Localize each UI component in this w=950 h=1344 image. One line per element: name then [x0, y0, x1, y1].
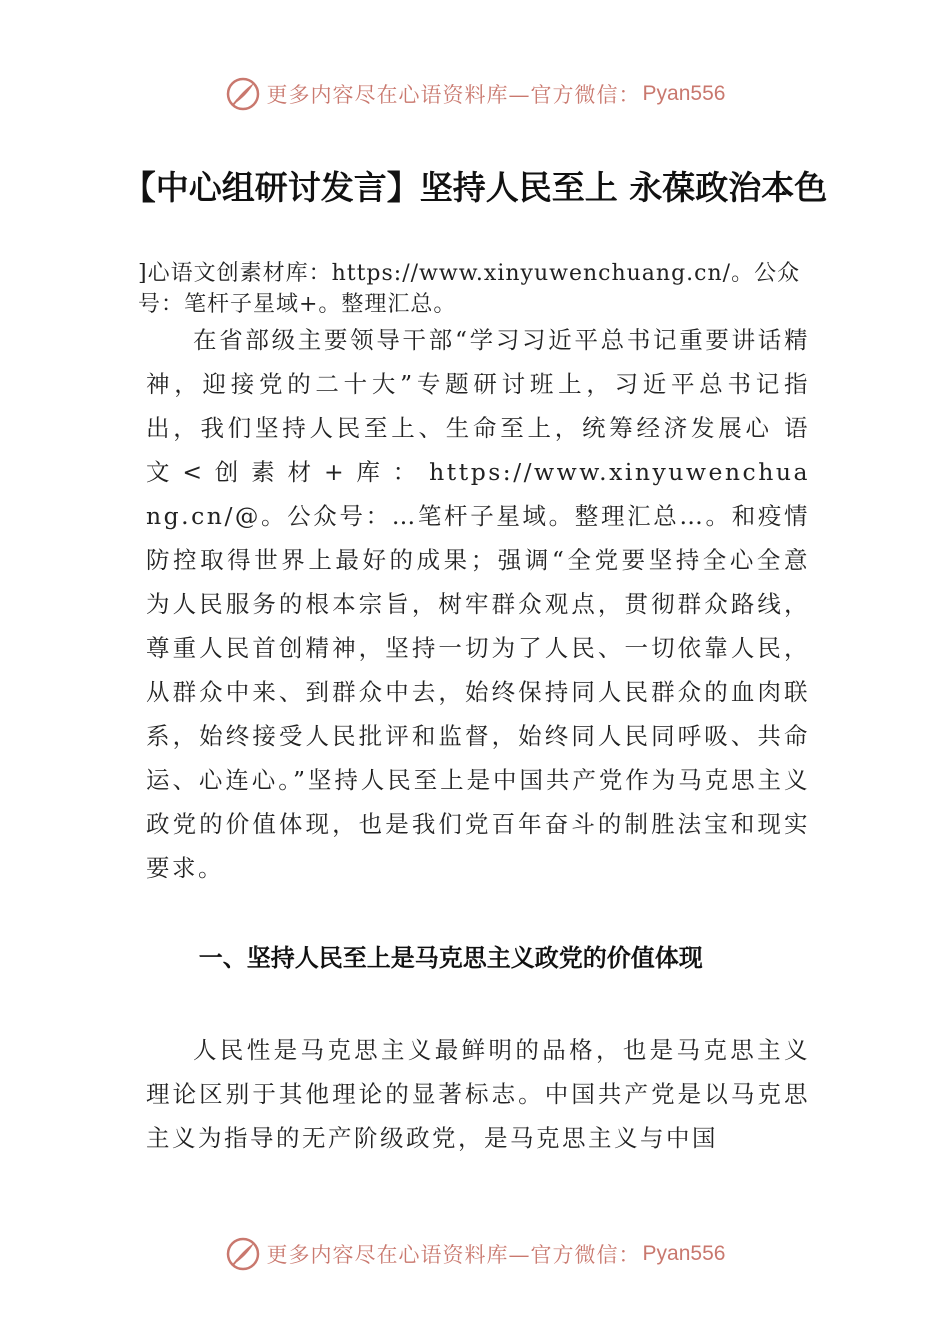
quill-circle-logo-icon: [225, 1236, 261, 1272]
paragraph-section-1: 人民性是马克思主义最鲜明的品格，也是马克思主义理论区别于其他理论的显著标志。中国共产党是以马克思主义为指导的无产阶级政党，是马克思主义与中国: [146, 1036, 810, 1152]
footer-watermark-banner: [0, 1234, 950, 1274]
header-watermark-banner: [0, 74, 950, 114]
quill-circle-logo-icon: [225, 76, 261, 112]
banner-text: 更多内容尽在心语资料库—官方微信：: [266, 83, 641, 107]
document-title: 【中心组研讨发言】坚持人民至上 永葆政治本色: [122, 168, 828, 207]
banner-wechat-handle: Pyan556: [642, 1242, 726, 1265]
paragraph-intro: 在省部级主要领导干部“学习习近平总书记重要讲话精神，迎接党的二十大”专题研讨班上，习近平总书记指出，我们坚持人民至上、生命至上，统筹经济发展心 语 文 < 创 素 材 + 库 ： https://www.xinyuwenchuang.cn/@。公众号：…笔杆子星域。整理汇总…。和疫情防控取得世界上最好的成果；强调“全党要坚持全心全意为人民服务的根本宗旨，树牢群众观点，贯彻群众路线，尊重人民首创精神，坚持一切为了人民、一切依靠人民，从群众中来、到群众中去，始终保持同人民群众的血肉联系，始终接受人民批评和监督，始终同人民同呼吸、共命运、心连心。”坚持人民至上是中国共产党作为马克思主义政党的价值体现，也是我们党百年奋斗的制胜法宝和现实要求。: [146, 326, 810, 882]
banner-wechat-handle: Pyan556: [642, 82, 726, 105]
source-line: ]心语文创素材库：https://www.xinyuwenchuang.cn/。公众号：笔杆子星域+。整理汇总。: [138, 261, 801, 317]
section-heading-1: 一、坚持人民至上是马克思主义政党的价值体现: [198, 944, 703, 972]
banner-text: 更多内容尽在心语资料库—官方微信：: [266, 1243, 641, 1267]
